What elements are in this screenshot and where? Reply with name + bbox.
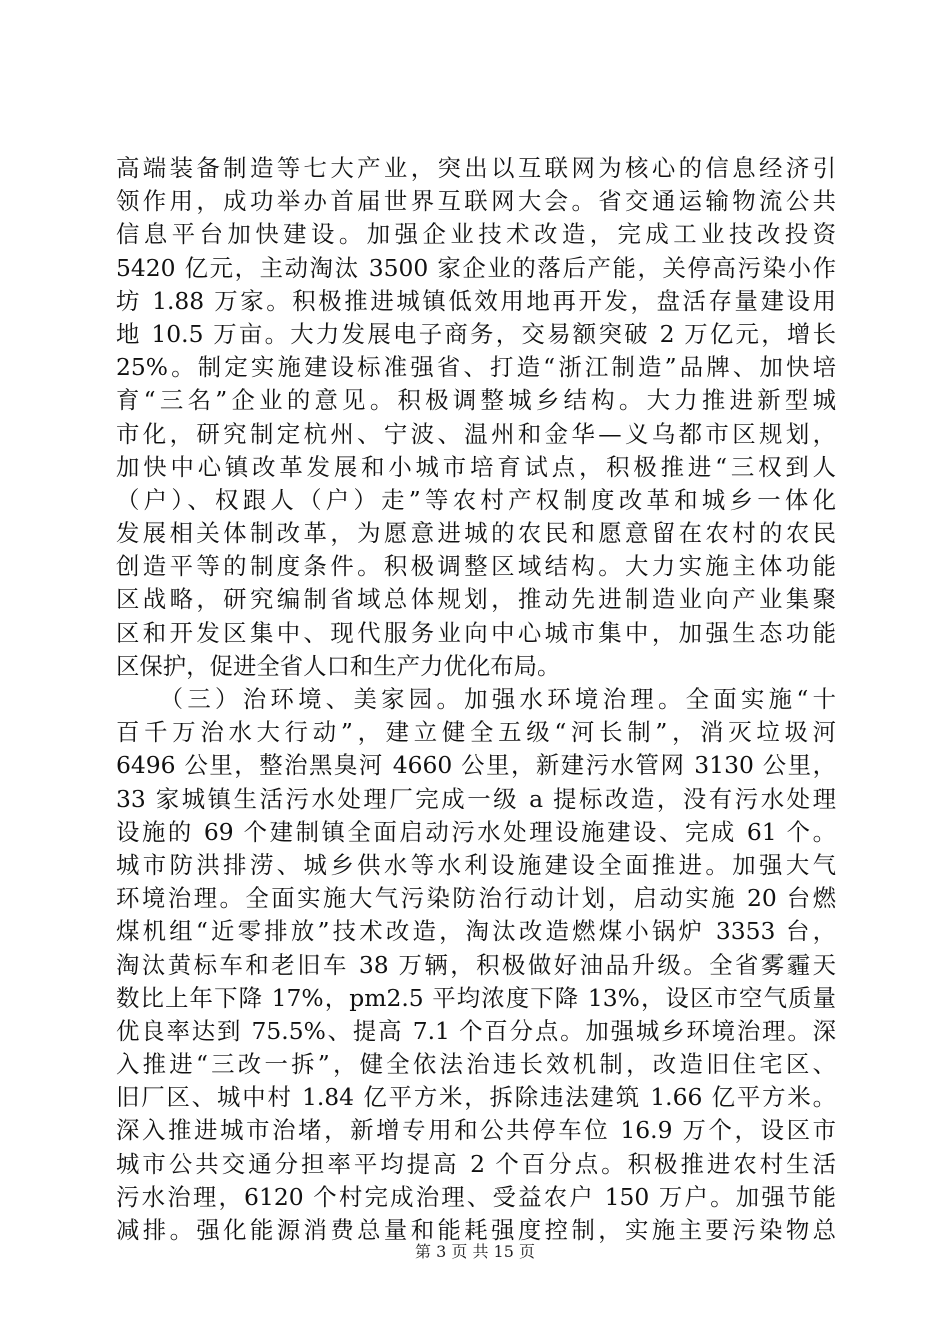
- text-line: 25%。制定实施建设标准强省、打造“浙江制造”品牌、加快培: [116, 353, 836, 382]
- text-line: 区保护，促进全省人口和生产力优化布局。: [116, 651, 561, 680]
- text-line: 领作用，成功举办首届世界互联网大会。省交通运输物流公共: [116, 187, 836, 216]
- text-line: 区和开发区集中、现代服务业向中心城市集中，加强生态功能: [116, 618, 836, 647]
- text-line: 区战略，研究编制省域总体规划，推动先进制造业向产业集聚: [116, 585, 836, 614]
- text-line: 市化，研究制定杭州、宁波、温州和金华—义乌都市区规划，: [116, 419, 836, 448]
- text-line: 淘汰黄标车和老旧车 38 万辆，积极做好油品升级。全省雾霾天: [116, 950, 836, 979]
- text-line: 加快中心镇改革发展和小城市培育试点，积极推进“三权到人: [116, 452, 836, 481]
- text-line: 煤机组“近零排放”技术改造，淘汰改造燃煤小锅炉 3353 台，: [116, 917, 836, 946]
- text-line: 城市防洪排涝、城乡供水等水利设施建设全面推进。加强大气: [116, 850, 836, 879]
- text-line: 高端装备制造等七大产业，突出以互联网为核心的信息经济引: [116, 154, 836, 182]
- text-line: 污水治理，6120 个村完成治理、受益农户 150 万户。加强节能: [116, 1182, 836, 1211]
- text-line: 5420 亿元，主动淘汰 3500 家企业的落后产能，关停高污染小作: [116, 253, 836, 282]
- text-line: 6496 公里，整治黑臭河 4660 公里，新建污水管网 3130 公里，: [116, 751, 836, 780]
- text-line: 信息平台加快建设。加强企业技术改造，完成工业技改投资: [116, 220, 836, 249]
- text-line: 地 10.5 万亩。大力发展电子商务，交易额突破 2 万亿元，增长: [116, 319, 836, 348]
- body-text: [116, 152, 836, 1247]
- page-footer: 第 3 页 共 15 页: [415, 1242, 535, 1261]
- text-line: 发展相关体制改革，为愿意进城的农民和愿意留在农村的农民: [116, 519, 836, 548]
- text-line: 优良率达到 75.5%、提高 7.1 个百分点。加强城乡环境治理。深: [116, 1016, 836, 1045]
- text-line: 旧厂区、城中村 1.84 亿平方米，拆除违法建筑 1.66 亿平方米。: [116, 1083, 836, 1112]
- text-line: 设施的 69 个建制镇全面启动污水处理设施建设、完成 61 个。: [116, 817, 836, 846]
- text-line: 创造平等的制度条件。积极调整区域结构。大力实施主体功能: [116, 552, 836, 581]
- text-line: 城市公共交通分担率平均提高 2 个百分点。积极推进农村生活: [116, 1149, 836, 1178]
- text-line: 入推进“三改一拆”，健全依法治违长效机制，改造旧住宅区、: [116, 1050, 836, 1079]
- text-line: （三）治环境、美家园。加强水环境治理。全面实施“十: [116, 685, 836, 713]
- text-line: 坊 1.88 万家。积极推进城镇低效用地再开发，盘活存量建设用: [116, 286, 836, 315]
- text-line: 环境治理。全面实施大气污染防治行动计划，启动实施 20 台燃: [116, 884, 836, 913]
- text-line: 育“三名”企业的意见。积极调整城乡结构。大力推进新型城: [116, 386, 836, 415]
- text-line: 33 家城镇生活污水处理厂完成一级 a 提标改造，没有污水处理: [116, 784, 836, 813]
- text-line: 减排。强化能源消费总量和能耗强度控制，实施主要污染物总: [116, 1216, 836, 1244]
- text-line: 数比上年下降 17%，pm2.5 平均浓度下降 13%，设区市空气质量: [116, 983, 836, 1012]
- text-line: 深入推进城市治堵，新增专用和公共停车位 16.9 万个，设区市: [116, 1116, 836, 1145]
- text-line: （户）、权跟人（户）走”等农村产权制度改革和城乡一体化: [116, 485, 836, 514]
- text-line: 百千万治水大行动”，建立健全五级“河长制”，消灭垃圾河: [116, 718, 836, 747]
